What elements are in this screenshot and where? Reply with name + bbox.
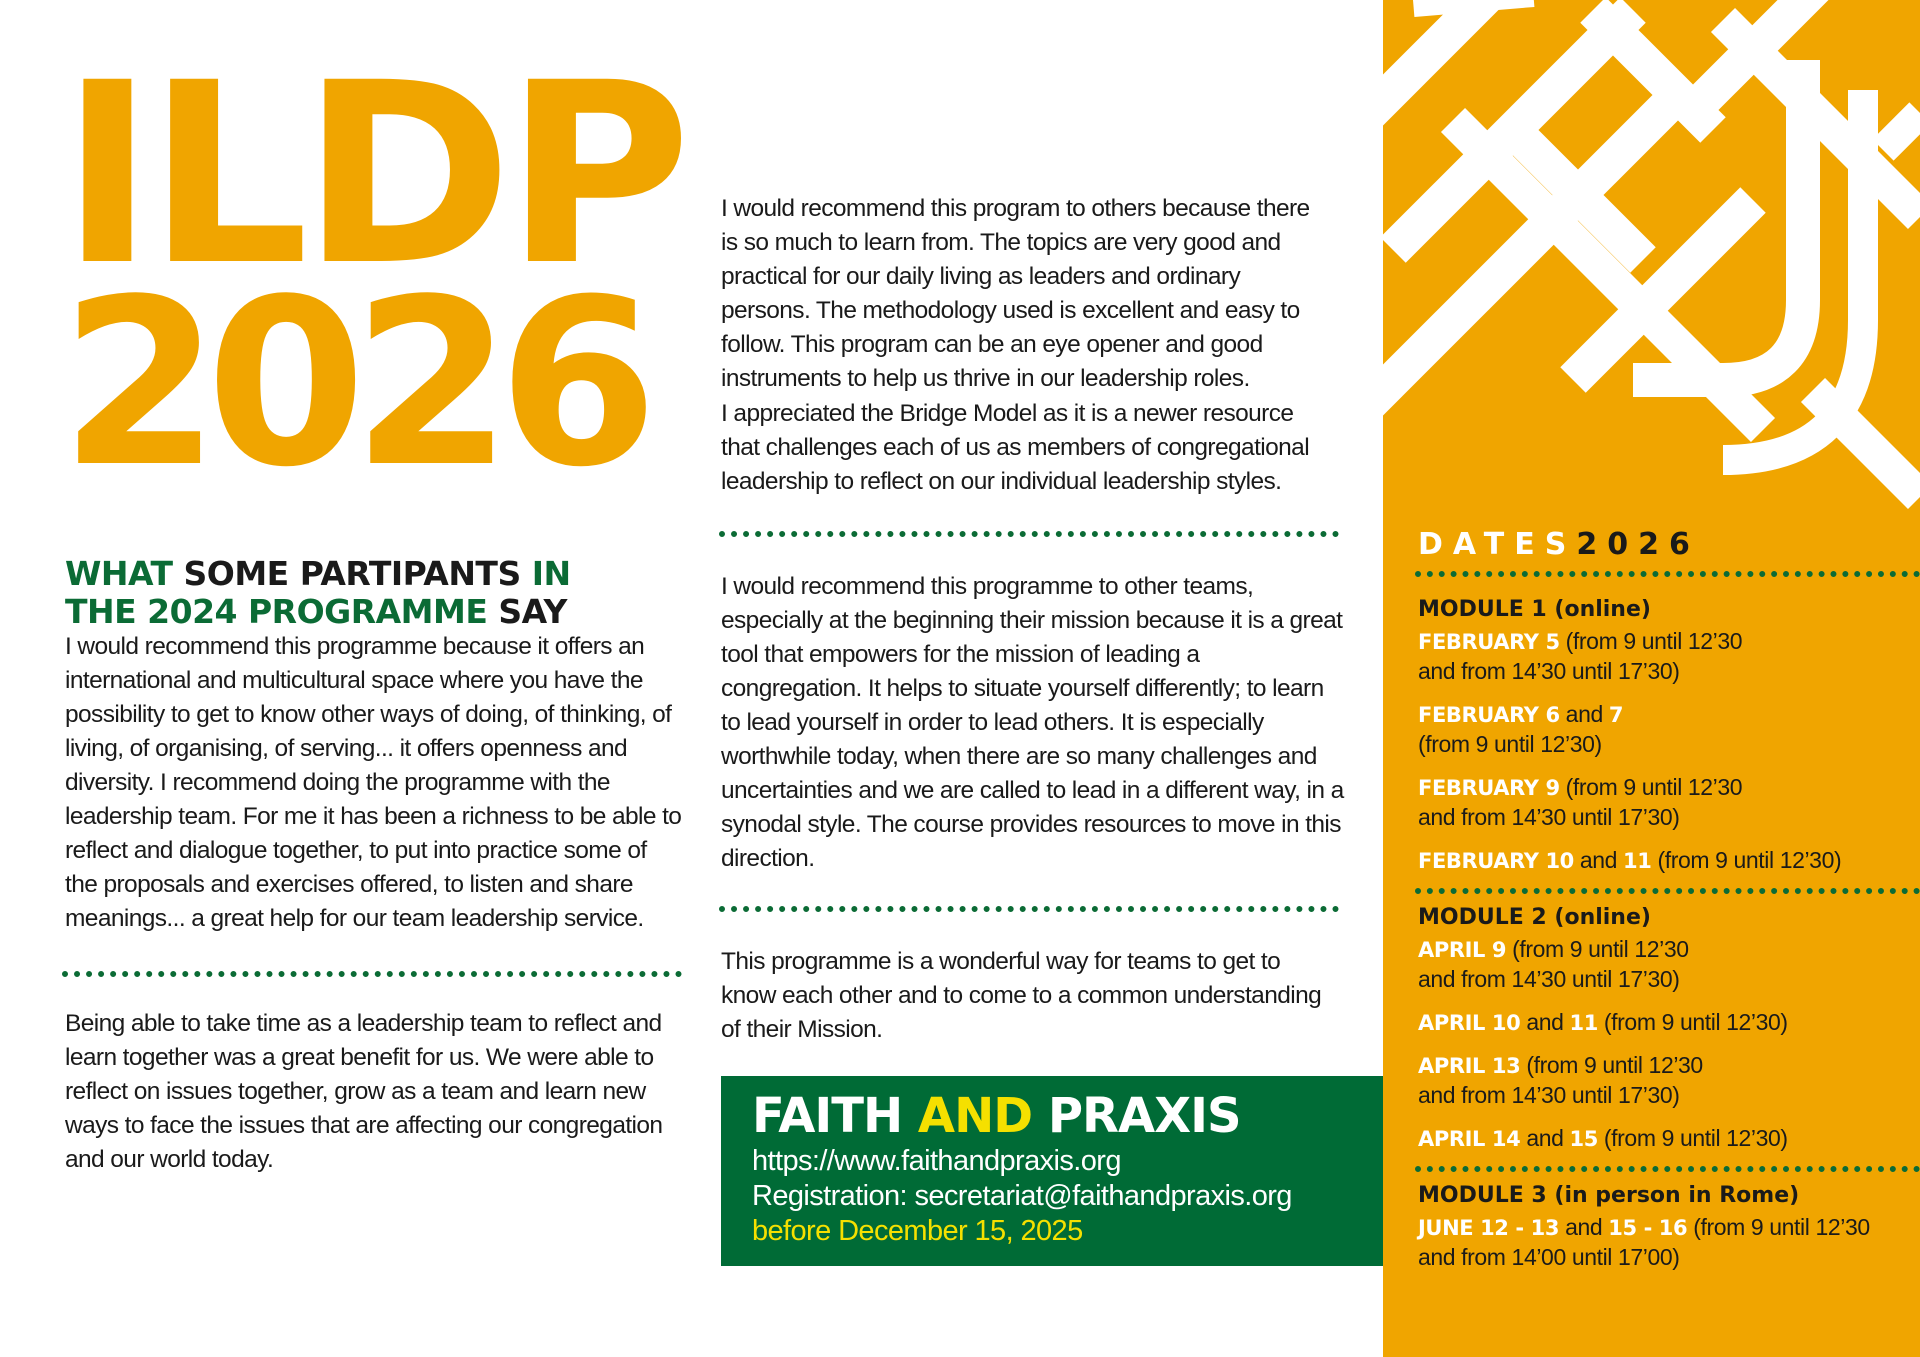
- registration-email[interactable]: Registration: secretariat@faithandpraxis.org: [752, 1180, 1292, 1212]
- module-3-title: MODULE 3 (in person in Rome): [1418, 1183, 1800, 1208]
- dotted-divider: [719, 906, 1339, 912]
- ildp-title: ILDP: [60, 29, 684, 320]
- module-2-time: and from 14’30 until 17’30): [1418, 966, 1680, 992]
- module-2-date: APRIL 13 (from 9 until 12’30: [1418, 1052, 1703, 1078]
- testimonials-heading: WHAT SOME PARTIPANTS IN THE 2024 PROGRAMME SAY: [65, 554, 571, 631]
- testimonial-3: I would recommend this program to others because there is so much to learn from. The topics are very good and practical for our daily living as leaders and ordinary persons. The methodology used is excellent and easy to follow. This program can be an eye opener and good instruments to help us thrive in our leadership roles.: [721, 195, 1310, 392]
- module-2-date: APRIL 9 (from 9 until 12’30: [1418, 936, 1689, 962]
- module-2-date: APRIL 10 and 11 (from 9 until 12’30): [1418, 1009, 1788, 1035]
- module-1-time: (from 9 until 12’30): [1418, 731, 1602, 757]
- registration-deadline: before December 15, 2025: [752, 1215, 1083, 1247]
- dotted-divider: [1415, 888, 1920, 894]
- dotted-divider: [62, 971, 682, 977]
- module-1-title: MODULE 1 (online): [1418, 597, 1651, 622]
- module-1-time: and from 14’30 until 17’30): [1418, 804, 1680, 830]
- module-2-date: APRIL 14 and 15 (from 9 until 12’30): [1418, 1125, 1788, 1151]
- organization-name: FAITH AND PRAXIS: [752, 1088, 1241, 1144]
- dotted-divider: [1415, 571, 1920, 577]
- dotted-divider: [719, 531, 1339, 537]
- module-1-date: FEBRUARY 5 (from 9 until 12’30: [1418, 628, 1743, 654]
- module-3-time: and from 14’00 until 17’00): [1418, 1244, 1680, 1270]
- module-1-date: FEBRUARY 9 (from 9 until 12’30: [1418, 774, 1743, 800]
- testimonial-2: Being able to take time as a leadership team to reflect and learn together was a great benefit for us. We were able to reflect on issues together, grow as a team and learn new ways to face the issues that are affecting our congregation and our world today.: [65, 1010, 663, 1173]
- module-3-date: JUNE 12 - 13 and 15 - 16 (from 9 until 12’30: [1418, 1214, 1870, 1240]
- module-2-time: and from 14’30 until 17’30): [1418, 1082, 1680, 1108]
- dotted-divider: [1415, 1166, 1920, 1172]
- testimonial-4: I appreciated the Bridge Model as it is a newer resource that challenges each of us as members of congregational leadership to reflect on our individual leadership styles.: [721, 400, 1310, 495]
- interlace-logo-graphic: [1383, 0, 1920, 510]
- testimonial-5: I would recommend this programme to other teams, especially at the beginning their mission because it is a great tool that empowers for the mission of leading a congregation. It helps to situate yourself differently; to learn to lead yourself in order to lead others. It is especially worthwhile today, when there are so many challenges and uncertainties and we are called to lead in a different way, in a synodal style. The course provides resources to move in this direction.: [721, 573, 1344, 872]
- module-1-date: FEBRUARY 10 and 11 (from 9 until 12’30): [1418, 847, 1842, 873]
- module-1-date: FEBRUARY 6 and 7: [1418, 701, 1624, 727]
- module-1-time: and from 14’30 until 17’30): [1418, 658, 1680, 684]
- dates-heading: DATES2026: [1418, 527, 1700, 562]
- testimonial-1: I would recommend this programme because it offers an international and multicultural space where you have the possibility to get to know other ways of doing, of thinking, of living, of organising, of serving... it offers openness and diversity. I recommend doing the programme with the leadership team. For me it has been a richness to be able to reflect and dialogue together, to put into practice some of the proposals and exercises offered, to listen and share meanings... a great help for our team leadership service.: [65, 633, 682, 932]
- website-link[interactable]: https://www.faithandpraxis.org: [752, 1145, 1121, 1177]
- ildp-year: 2026: [60, 251, 645, 518]
- testimonial-6: This programme is a wonderful way for teams to get to know each other and to come to a common understanding of their Mission.: [721, 948, 1322, 1043]
- module-2-title: MODULE 2 (online): [1418, 905, 1651, 930]
